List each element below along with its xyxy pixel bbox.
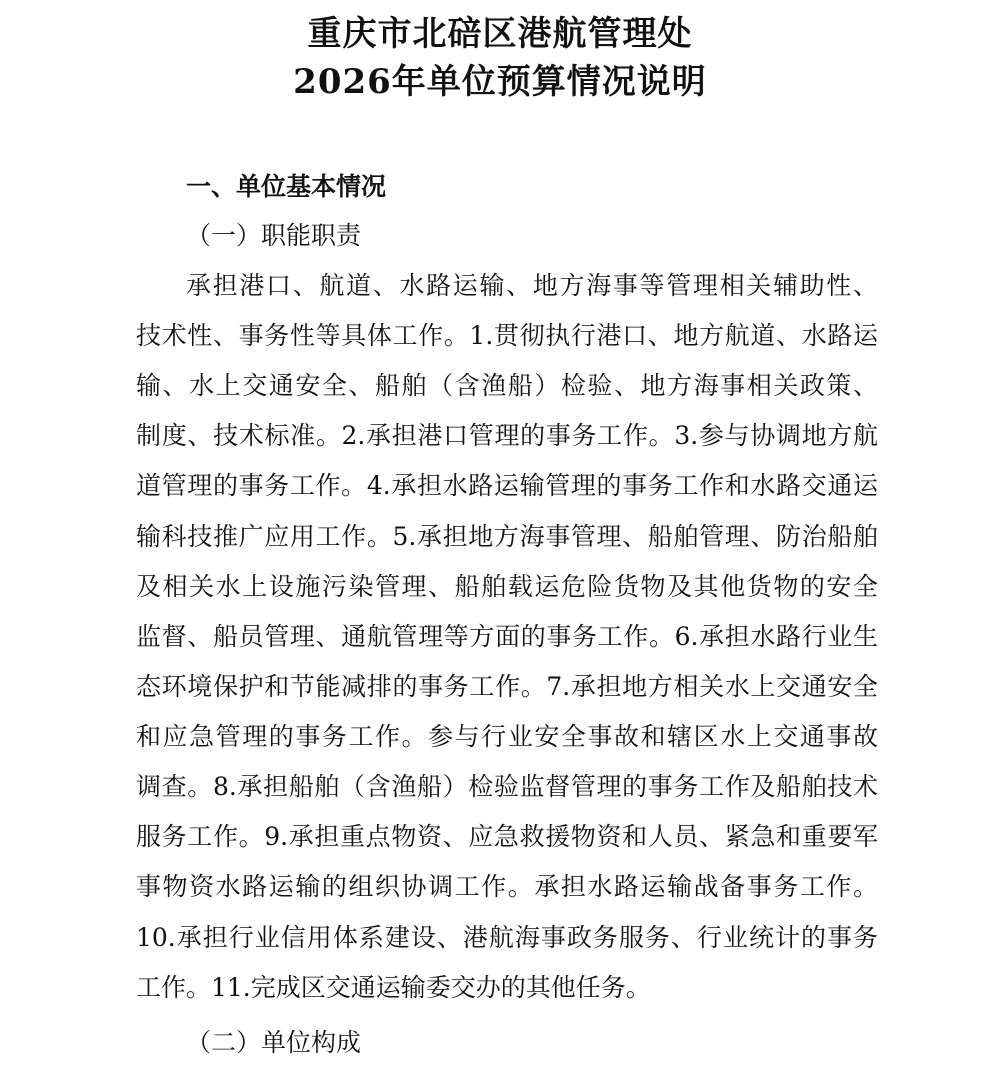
section-heading-basic-info: 一、单位基本情况	[186, 172, 387, 201]
paragraph-line: 调查。8.承担船舶（含渔船）检验监督管理的事务工作及船舶技术	[136, 772, 878, 801]
paragraph-line: 10.承担行业信用体系建设、港航海事政务服务、行业统计的事务	[136, 923, 878, 952]
paragraph-line: 服务工作。9.承担重点物资、应急救援物资和人员、紧急和重要军	[136, 822, 878, 851]
document-title-line-1: 重庆市北碚区港航管理处	[307, 14, 693, 54]
paragraph-line: 输科技推广应用工作。5.承担地方海事管理、船舶管理、防治船舶	[136, 522, 878, 551]
paragraph-line: 和应急管理的事务工作。参与行业安全事故和辖区水上交通事故	[136, 722, 878, 751]
paragraph-line: 监督、船员管理、通航管理等方面的事务工作。6.承担水路行业生	[136, 622, 878, 651]
subsection-heading-duties: （一）职能职责	[186, 221, 362, 250]
document-title-line-2: 2026年单位预算情况说明	[293, 62, 707, 102]
subsection-heading-composition: （二）单位构成	[186, 1028, 362, 1057]
paragraph-line: 技术性、事务性等具体工作。1.贯彻执行港口、地方航道、水路运	[136, 321, 878, 350]
paragraph-line: 及相关水上设施污染管理、船舶载运危险货物及其他货物的安全	[136, 572, 878, 601]
paragraph-line: 道管理的事务工作。4.承担水路运输管理的事务工作和水路交通运	[136, 471, 878, 500]
paragraph-line: 制度、技术标准。2.承担港口管理的事务工作。3.参与协调地方航	[136, 421, 878, 450]
paragraph-line: 工作。11.完成区交通运输委交办的其他任务。	[136, 973, 651, 1002]
paragraph-line: 态环境保护和节能减排的事务工作。7.承担地方相关水上交通安全	[136, 672, 878, 701]
paragraph-line: 事物资水路运输的组织协调工作。承担水路运输战备事务工作。	[136, 872, 878, 901]
paragraph-line: 输、水上交通安全、船舶（含渔船）检验、地方海事相关政策、	[136, 371, 878, 400]
paragraph-line: 承担港口、航道、水路运输、地方海事等管理相关辅助性、	[186, 271, 878, 300]
